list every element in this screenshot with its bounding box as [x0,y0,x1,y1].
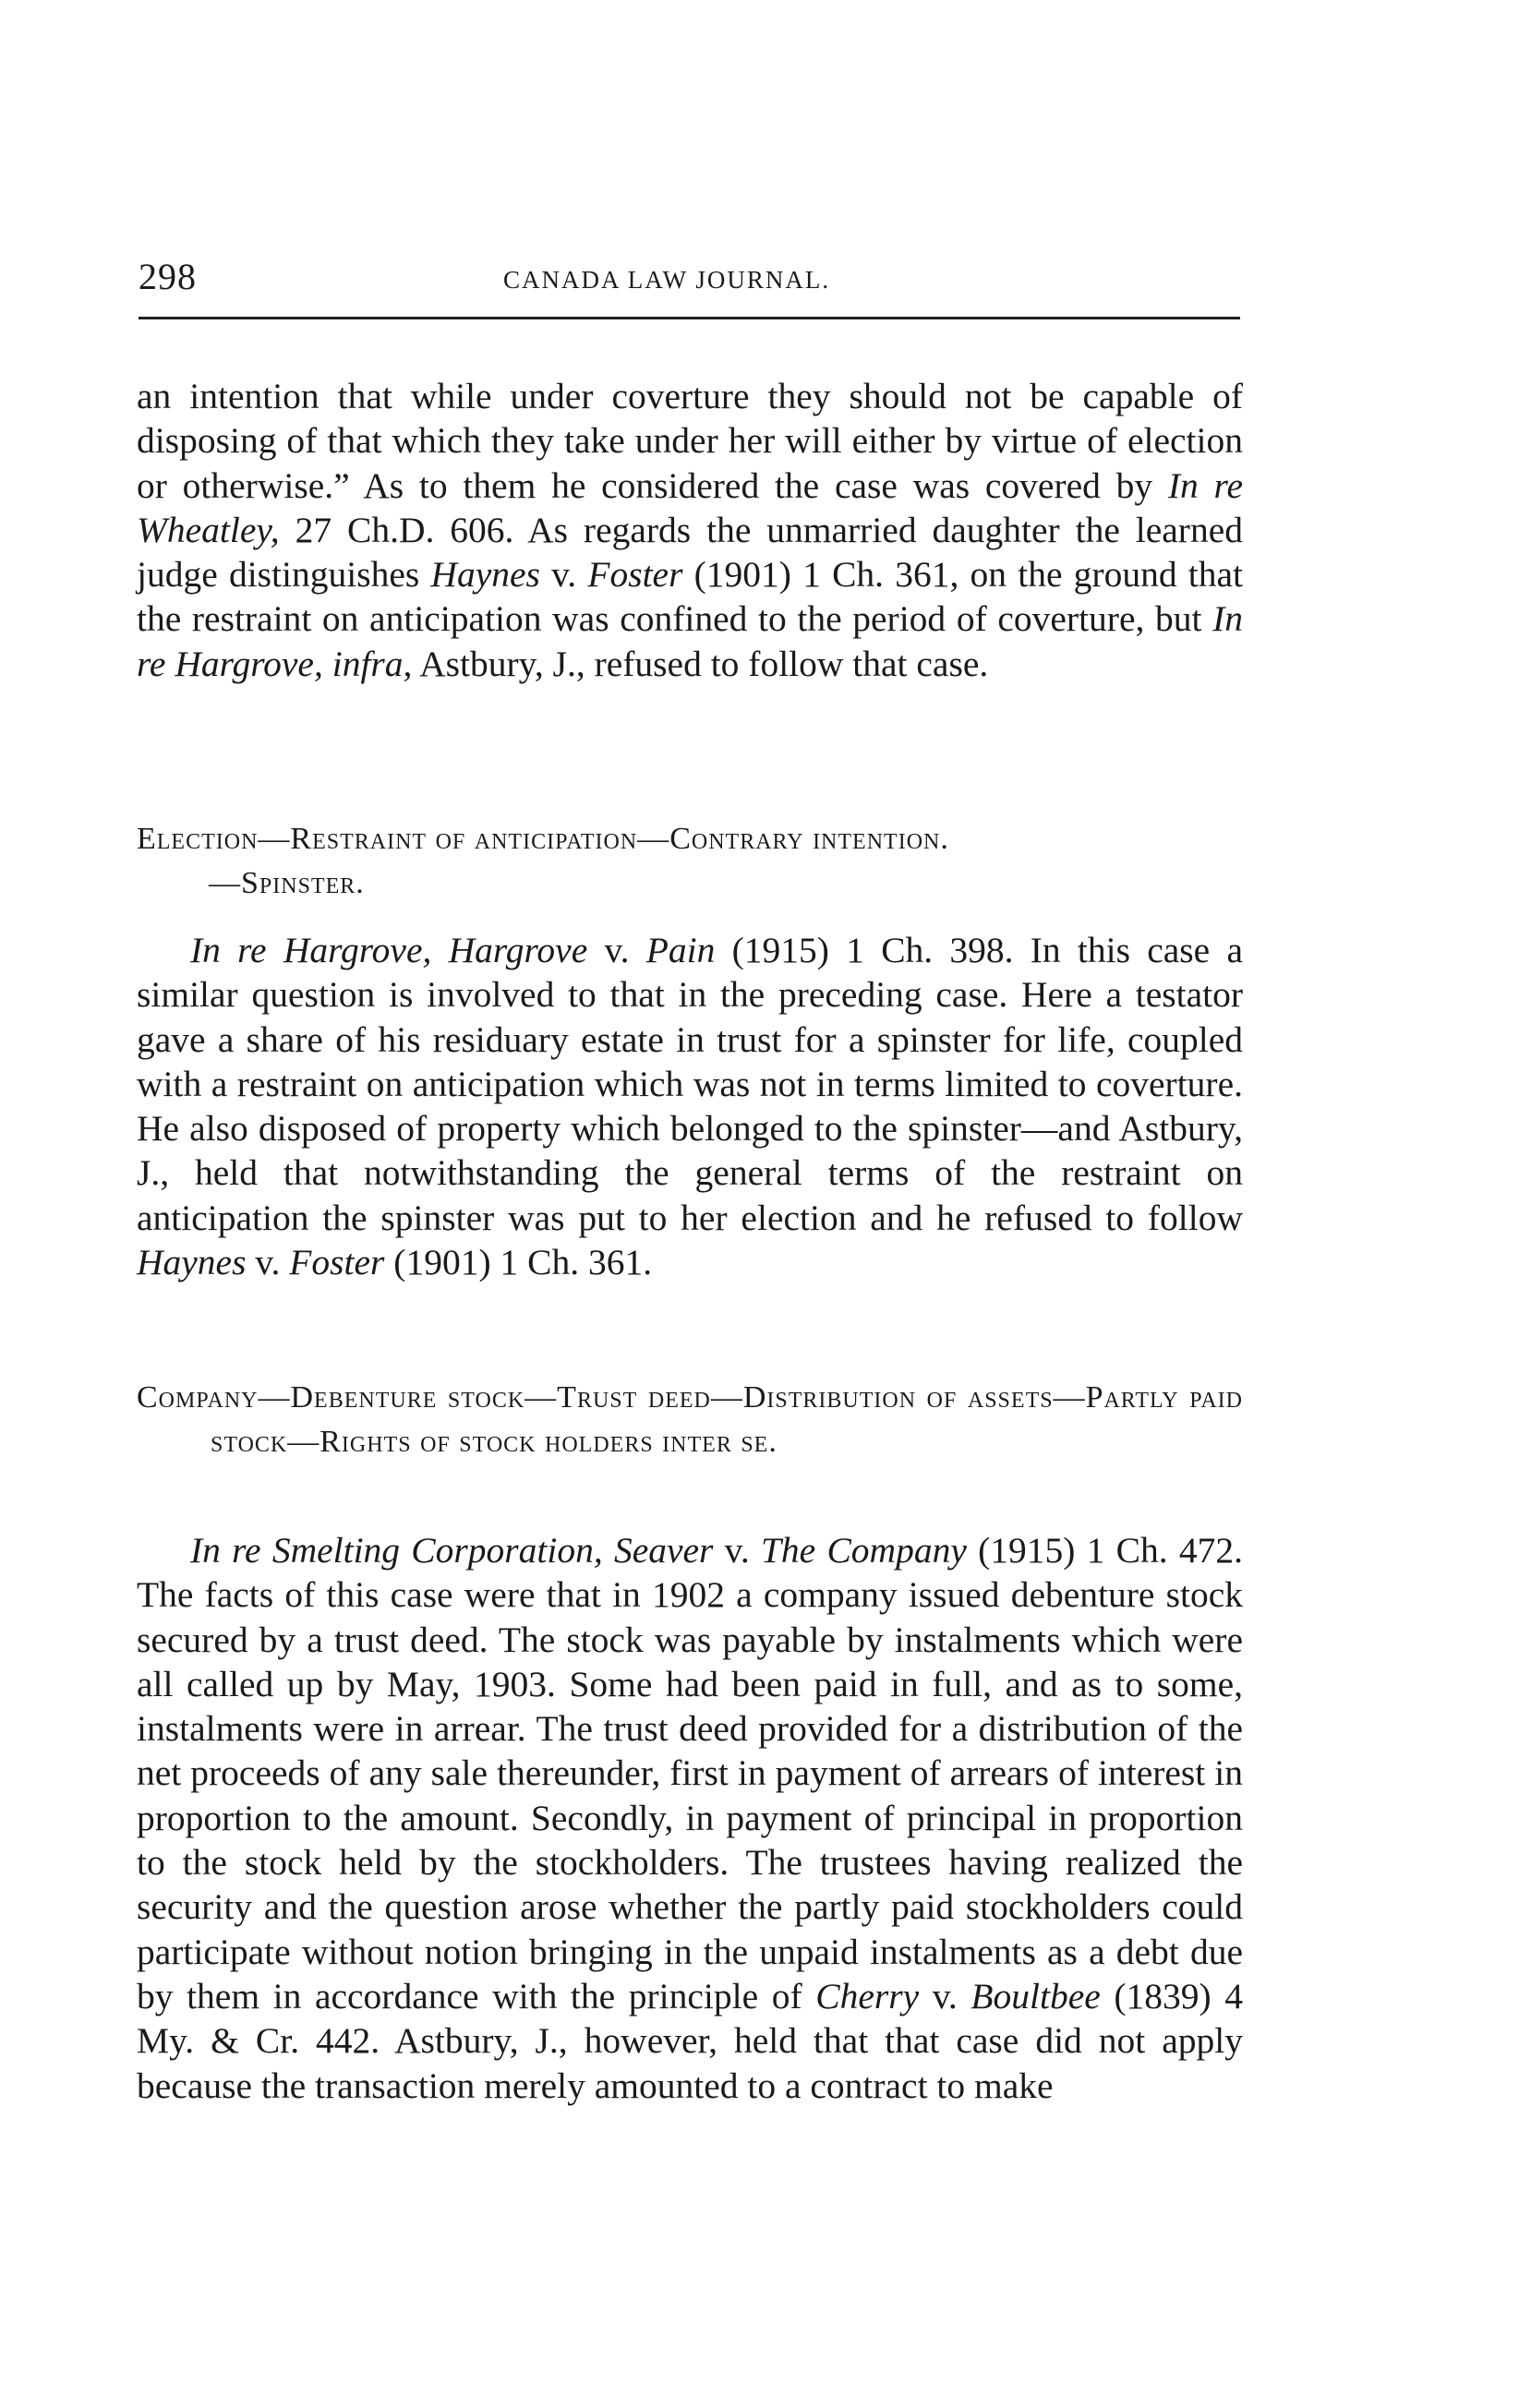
running-title: CANADA LAW JOURNAL. [503,266,831,294]
header-rule [139,317,1240,319]
paragraph-smelting: In re Smelting Corporation, Seaver v. The Company (1915) 1 Ch. 472. The facts of this case were that in 1902 a company issued debenture stock secured by a trust deed. The stock was payable by instalments which were all called up by May, 1903. Some had been paid in full, and as to some, instalments were in arrear. The trust deed provided for a distribution of the net proceeds of any sale thereunder, first in payment of arrears of interest in proportion to the amount. Secondly, in payment of principal in proportion to the stock held by the stockholders. The trustees having realized the security and the question arose whether the partly paid stockholders could participate without notion bringing in the unpaid instalments as a debt due by them in accordance with the principle of Cherry v. Boultbee (1839) 4 My. & Cr. 442. Astbury, J., however, held that that case did not apply because the transaction merely amounted to a contract to make [137,1530,1244,2106]
paragraph-continuation: an intention that while under coverture they should not be capable of disposing of that which they take under her will either by virtue of election or otherwise.” As to them he considered the case was covered by In re Wheatley, 27 Ch.D. 606. As regards the unmarried daughter the learned judge distinguishes Haynes v. Foster (1901) 1 Ch. 361, on the ground that the restraint on anticipation was confined to the period of coverture, but In re Hargrove, infra, Astbury, J., refused to follow that case. [137,376,1243,684]
section-heading-election: Election—Restraint of anticipation—Contrary intention. —Spinster. [137,822,949,900]
paragraph-hargrove: In re Hargrove, Hargrove v. Pain (1915) 1 Ch. 398. In this case a similar question is involved to that in the preceding case. Here a testator gave a share of his residuary estate in trust for a spinster for life, coupled with a restraint on anticipation which was not in terms limited to coverture. He also disposed of property which belonged to the spinster—and Astbury, J., held that notwithstanding the general terms of the restraint on anticipation the spinster was put to her election and he refused to follow Haynes v. Foster (1901) 1 Ch. 361. [137,930,1243,1283]
page-number: 298 [139,256,197,297]
section-heading-company: Company—Debenture stock—Trust deed—Distribution of assets—Partly paid stock—Rights of stock holders inter se. [137,1380,1243,1459]
